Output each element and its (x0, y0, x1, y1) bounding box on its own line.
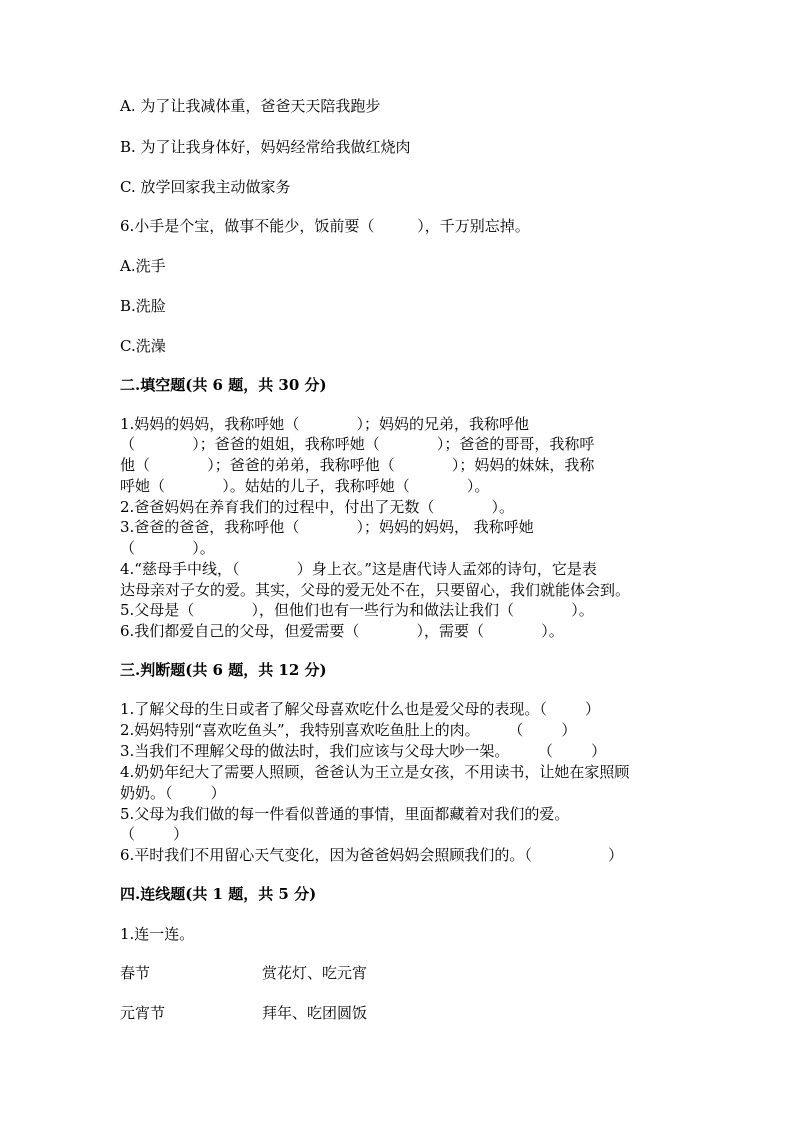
fill-line: （ ）；爸爸的姐姐，我称呼她（ ）；爸爸的哥哥，我称呼 (120, 435, 595, 453)
q5-option-c: C. 放学回家我主动做家务 (120, 178, 291, 196)
fill-line: 达母亲对子女的爱。其实，父母的爱无处不在，只要留心，我们就能体会到。 (120, 581, 631, 599)
section3-title: 三.判断题(共 6 题，共 12 分) (120, 661, 327, 679)
q6-stem: 6.小手是个宝，做事不能少，饭前要（ ），千万别忘掉。 (120, 217, 530, 235)
q5-option-b: B. 为了让我身体好，妈妈经常给我做红烧肉 (120, 138, 411, 156)
fill-line: 3.爸爸的爸爸，我称呼他（ ）；妈妈的妈妈， 我称呼她 (120, 518, 534, 536)
section4-title: 四.连线题(共 1 题，共 5 分) (120, 885, 317, 903)
fill-line: 6.我们都爱自己的父母，但爱需要（ ），需要（ ）。 (120, 622, 564, 640)
judge-line: 6.平时我们不用留心天气变化，因为爸爸妈妈会照顾我们的。（ ） (120, 846, 624, 864)
q6-option-c: C.洗澡 (120, 337, 166, 355)
fill-line: 5.父母是（ ），但他们也有一些行为和做法让我们（ ）。 (120, 601, 594, 619)
judge-line: 5.父母为我们做的每一件看似普通的事情，里面都藏着对我们的爱。 (120, 805, 570, 823)
fill-line: 他（ ）；爸爸的弟弟，我称呼他（ ）；妈妈的妹妹，我称 (120, 456, 595, 474)
judge-line: （ ） (120, 825, 189, 843)
match-right-item[interactable]: 赏花灯、吃元宵 (262, 964, 368, 982)
q6-option-a: A.洗手 (120, 257, 166, 275)
match-left-item[interactable]: 元宵节 (120, 1004, 166, 1022)
match-right-item[interactable]: 拜年、吃团圆饭 (262, 1004, 368, 1022)
q6-option-b: B.洗脸 (120, 297, 166, 315)
match-question: 1.连一连。 (120, 925, 195, 943)
judge-line: 奶奶。（ ） (120, 784, 226, 802)
judge-line: 2.妈妈特别“喜欢吃鱼头”，我特别喜欢吃鱼肚上的肉。 （ ） (120, 721, 577, 739)
fill-line: （ ）。 (120, 539, 215, 557)
judge-line: 1.了解父母的生日或者了解父母喜欢吃什么也是爱父母的表现。（ ） (120, 700, 600, 718)
section2-title: 二.填空题(共 6 题，共 30 分) (120, 376, 327, 394)
fill-line: 2.爸爸妈妈在养育我们的过程中，付出了无数（ ）。 (120, 498, 515, 516)
q5-option-a: A. 为了让我减体重，爸爸天天陪我跑步 (120, 97, 381, 115)
judge-line: 4.奶奶年纪大了需要人照顾，爸爸认为王立是女孩，不用读书，让她在家照顾 (120, 763, 630, 781)
match-left-item[interactable]: 春节 (120, 964, 151, 982)
fill-line: 4.“慈母手中线，（ ）身上衣。”这是唐代诗人孟郊的诗句，它是表 (120, 560, 597, 578)
fill-line: 1.妈妈的妈妈，我称呼她（ ）；妈妈的兄弟，我称呼他 (120, 415, 530, 433)
judge-line: 3.当我们不理解父母的做法时，我们应该与父母大吵一架。 （ ） (120, 742, 607, 760)
fill-line: 呼她（ ）。姑姑的儿子，我称呼她（ ）。 (120, 477, 490, 495)
